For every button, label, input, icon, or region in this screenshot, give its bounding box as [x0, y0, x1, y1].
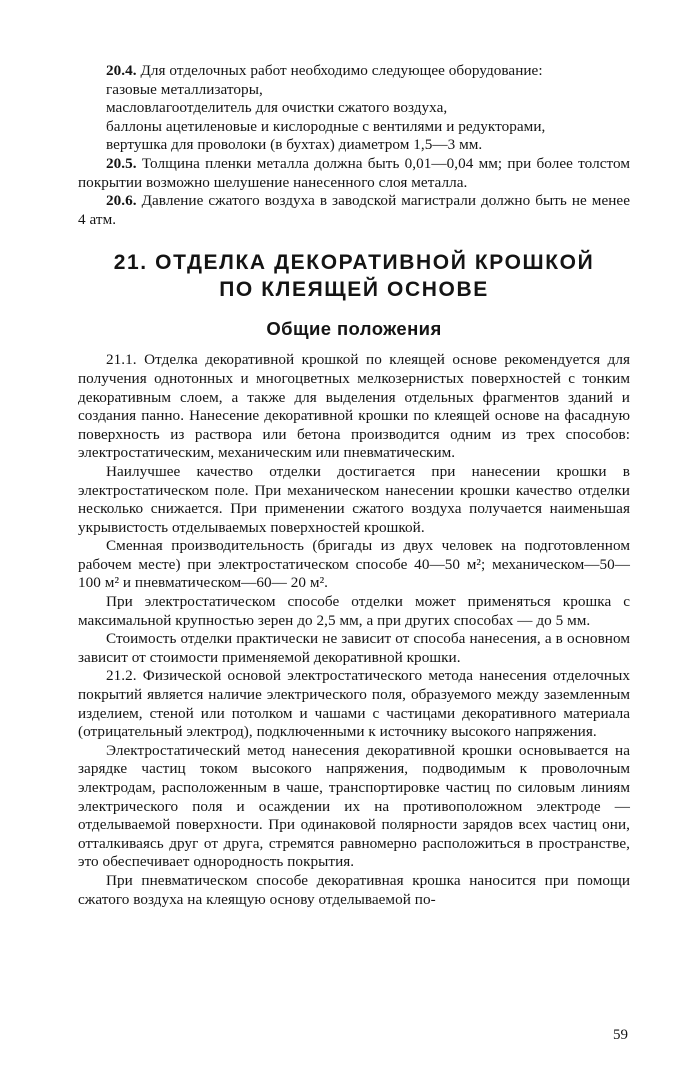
clause-number: 21.2.: [106, 667, 137, 685]
equipment-item: вертушка для проволоки (в бухтах) диаметром 1,5—3 мм.: [106, 136, 483, 154]
paragraph-text: Физической основой электростатического метода нанесения отделочных покрытий является наличие электрического поля, образуемого между заземленным изделием, стеной или потолком и чашами с частицами декоративного материала (отрицательный электрод), подключенными к источнику высокого напряжения.: [78, 667, 630, 741]
clause-number: 20.5.: [106, 154, 137, 172]
subsection-title: Общие положения: [266, 318, 442, 340]
paragraph-21-1: [78, 351, 630, 463]
paragraph-text: Толщина пленки металла должна быть 0,01—0,04 мм; при более толстом покрытии возможно шелушение нанесенного слоя металла.: [78, 154, 630, 191]
paragraph-text: Давление сжатого воздуха в заводской магистрали должно быть не менее 4 атм.: [78, 192, 630, 228]
clause-number: 20.6.: [106, 192, 137, 210]
paragraph-method: Электростатический метод нанесения декоративной крошки основывается на зарядке частиц током высокого напряжения, подводимым к проволочным электродам, расположенным в чаше, транспортировке частиц по силовым линиям электрического поля и осаждении их на противоположном электроде — отделываемой поверхности. При одинаковой полярности зарядов всех частиц они, отталкиваясь друг от друга, стремятся равномерно расположиться в пространстве, это обеспечивает однородность покрытия.: [78, 741, 630, 871]
paragraph-productivity: Сменная производительность (бригады из двух человек на подготовленном рабочем месте) при электростатическом способе 40—50 м²; механическом—50—100 м² и пневматическом—60— 20 м².: [78, 537, 630, 592]
equipment-item: баллоны ацетиленовые и кислородные с вентилями и редукторами,: [106, 117, 546, 135]
paragraph-pneumatic: При пневматическом способе декоративная крошка наносится при помощи сжатого воздуха на клеящую основу отделываемой по-: [78, 871, 630, 908]
page-number: 59: [613, 1027, 628, 1043]
paragraph-text: Отделка декоративной крошкой по клеящей основе рекомендуется для получения однотонных и многоцветных мелкозернистых поверхностей с тонким декоративным слоем, а также для выделения отдельных фрагментов зданий и создания панно. Нанесение декоративной крошки по клеящей основе на фасадную поверхность из раствора или бетона производится одним из трех способов: электростатическим, механическим или пневматическим.: [78, 351, 630, 462]
paragraph-text: Для отделочных работ необходимо следующее оборудование:: [140, 62, 543, 79]
clause-number: 21.1.: [106, 351, 137, 369]
equipment-item: масловлагоотделитель для очистки сжатого воздуха,: [106, 99, 448, 117]
paragraph-grain-size: При электростатическом способе отделки может применяться крошка с максимальной крупностью зерен до 2,5 мм, а при других способах — до 5 мм.: [78, 593, 630, 629]
paragraph-cost: Стоимость отделки практически не зависит от способа нанесения, а в основном зависит от стоимости применяемой декоративной крошки.: [78, 630, 630, 666]
section-title-line-2: ПО КЛЕЯЩЕЙ ОСНОВЕ: [219, 278, 489, 302]
paragraph-quality: Наилучшее качество отделки достигается при нанесении крошки в электростатическом поле. При механическом нанесении крошки качество отделки несколько снижается. При применении сжатого воздуха получается наименьшая укрывистость отделываемых поверхностей крошкой.: [78, 462, 630, 536]
paragraph-21-2: [78, 667, 630, 741]
equipment-item: газовые металлизаторы,: [106, 80, 263, 98]
section-title: [78, 249, 630, 303]
paragraph-20-5: [78, 155, 630, 192]
paragraph-20-4: [78, 62, 630, 81]
document-page: [78, 62, 630, 1062]
clause-number: 20.4.: [106, 62, 137, 79]
section-title-line-1: 21. ОТДЕЛКА ДЕКОРАТИВНОЙ КРОШКОЙ: [113, 251, 595, 275]
paragraph-20-6: [78, 192, 630, 229]
